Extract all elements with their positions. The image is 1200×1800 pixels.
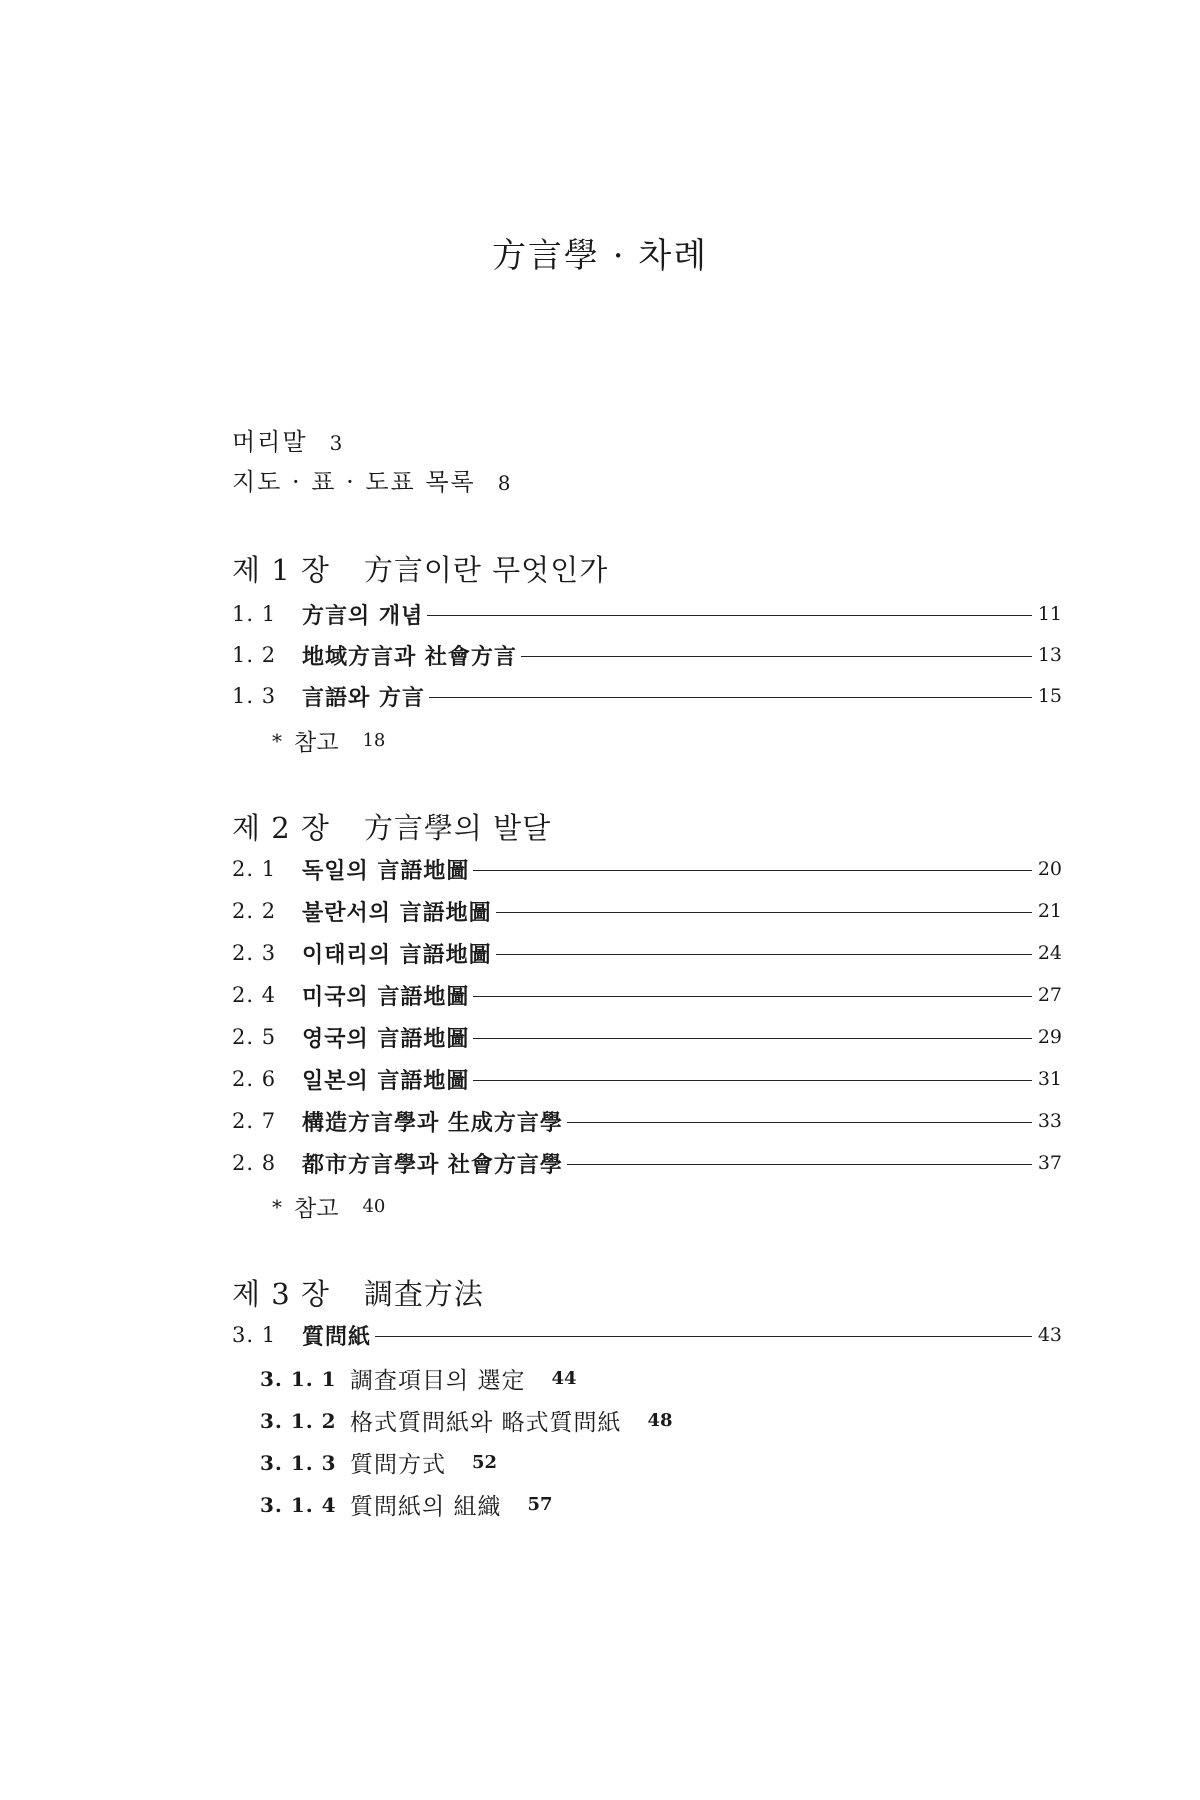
dot-leader	[521, 656, 1032, 657]
toc-front-item[interactable]	[232, 462, 512, 497]
reference-entry[interactable]	[272, 1190, 385, 1223]
dot-leader	[429, 697, 1032, 698]
page-number: 27	[1037, 984, 1062, 1006]
toc-entry[interactable]	[232, 978, 1062, 1012]
page-title: 方言學 · 차례	[491, 236, 709, 276]
page-number: 3	[329, 431, 345, 455]
page-number: 57	[527, 1494, 553, 1515]
section-title: 일본의 言語地圖	[302, 1067, 470, 1094]
page-number: 33	[1037, 1110, 1062, 1132]
section-title: 言語와 方言	[302, 684, 425, 711]
dot-leader	[496, 954, 1032, 955]
dot-leader	[567, 1122, 1032, 1123]
front-item-label: 지도 · 표 · 도표 목록	[232, 468, 476, 496]
chapter-heading[interactable]	[232, 1272, 484, 1313]
front-item-label: 머리말	[232, 428, 308, 456]
page-number: 43	[1037, 1324, 1062, 1346]
section-number: 2. 6	[232, 1067, 277, 1091]
dot-leader	[375, 1336, 1032, 1337]
page-number: 24	[1037, 942, 1062, 964]
subsection-title: 質問方式	[350, 1452, 446, 1478]
toc-entry[interactable]	[232, 936, 1062, 970]
section-title: 方言의 개념	[302, 602, 424, 629]
section-number: 2. 5	[232, 1025, 277, 1049]
toc-entry[interactable]	[232, 852, 1062, 886]
page-number: 52	[472, 1452, 498, 1473]
subsection-number: 3. 1. 2	[260, 1408, 337, 1433]
reference-label: 참고	[294, 730, 339, 756]
section-number: 1. 3	[232, 684, 277, 708]
section-number: 3. 1	[232, 1323, 277, 1347]
page-number: 40	[362, 1196, 386, 1217]
section-number: 2. 1	[232, 857, 277, 881]
section-title: 미국의 言語地圖	[302, 983, 470, 1010]
page-number: 20	[1037, 858, 1062, 880]
chapter-label: 제 1 장	[232, 553, 330, 587]
section-title: 質問紙	[302, 1323, 372, 1350]
page-number: 8	[497, 471, 513, 495]
subsection-title: 格式質問紙와 略式質問紙	[350, 1410, 622, 1436]
reference-label: 참고	[294, 1196, 339, 1222]
page-number: 37	[1037, 1152, 1062, 1174]
toc-entry[interactable]	[232, 1020, 1062, 1054]
subsection-title: 調査項目의 選定	[350, 1368, 526, 1394]
page-number: 13	[1037, 644, 1062, 666]
section-title: 불란서의 言語地圖	[302, 899, 492, 926]
section-title: 영국의 言語地圖	[302, 1025, 470, 1052]
toc-front-item[interactable]	[232, 422, 344, 457]
chapter-title: 方言學의 발달	[363, 811, 552, 845]
chapter-heading[interactable]	[232, 806, 551, 847]
section-title: 독일의 言語地圖	[302, 857, 470, 884]
page-number: 15	[1037, 685, 1062, 707]
section-number: 2. 7	[232, 1109, 277, 1133]
chapter-label: 제 2 장	[232, 811, 330, 845]
page-number: 44	[551, 1368, 577, 1389]
chapter-title: 調査方法	[363, 1277, 484, 1311]
toc-entry[interactable]	[232, 638, 1062, 672]
reference-entry[interactable]	[272, 724, 385, 757]
page-number: 21	[1037, 900, 1062, 922]
toc-entry[interactable]	[232, 1104, 1062, 1138]
section-title: 이태리의 言語地圖	[302, 941, 492, 968]
page-number: 11	[1037, 603, 1062, 625]
dot-leader	[473, 996, 1032, 997]
page-number: 18	[362, 730, 386, 751]
section-number: 1. 2	[232, 643, 277, 667]
toc-entry[interactable]	[232, 679, 1062, 713]
section-number: 1. 1	[232, 602, 277, 626]
toc-entry[interactable]	[232, 1146, 1062, 1180]
section-number: 2. 2	[232, 899, 277, 923]
dot-leader	[473, 870, 1032, 871]
dot-leader	[496, 912, 1032, 913]
toc-subentry[interactable]	[260, 1488, 553, 1521]
section-number: 2. 3	[232, 941, 277, 965]
dot-leader	[567, 1164, 1032, 1165]
subsection-number: 3. 1. 1	[260, 1366, 337, 1391]
subsection-number: 3. 1. 3	[260, 1450, 337, 1475]
section-title: 構造方言學과 生成方言學	[302, 1109, 563, 1136]
dot-leader	[427, 615, 1032, 616]
toc-entry[interactable]	[232, 1318, 1062, 1352]
toc-subentry[interactable]	[260, 1362, 577, 1395]
section-title: 地域方言과 社會方言	[302, 643, 517, 670]
asterisk-icon: *	[272, 728, 282, 753]
page-number: 48	[647, 1410, 673, 1431]
toc-entry[interactable]	[232, 1062, 1062, 1096]
chapter-title: 方言이란 무엇인가	[363, 553, 609, 587]
toc-subentry[interactable]	[260, 1446, 497, 1479]
section-number: 2. 8	[232, 1151, 277, 1175]
section-title: 都市方言學과 社會方言學	[302, 1151, 563, 1178]
toc-entry[interactable]	[232, 894, 1062, 928]
asterisk-icon: *	[272, 1194, 282, 1219]
dot-leader	[473, 1038, 1032, 1039]
toc-entry[interactable]	[232, 597, 1062, 631]
dot-leader	[473, 1080, 1032, 1081]
page-number: 29	[1037, 1026, 1062, 1048]
subsection-title: 質問紙의 組織	[350, 1494, 502, 1520]
chapter-label: 제 3 장	[232, 1277, 330, 1311]
toc-subentry[interactable]	[260, 1404, 673, 1437]
subsection-number: 3. 1. 4	[260, 1492, 337, 1517]
chapter-heading[interactable]	[232, 548, 608, 589]
page-number: 31	[1037, 1068, 1062, 1090]
section-number: 2. 4	[232, 983, 277, 1007]
